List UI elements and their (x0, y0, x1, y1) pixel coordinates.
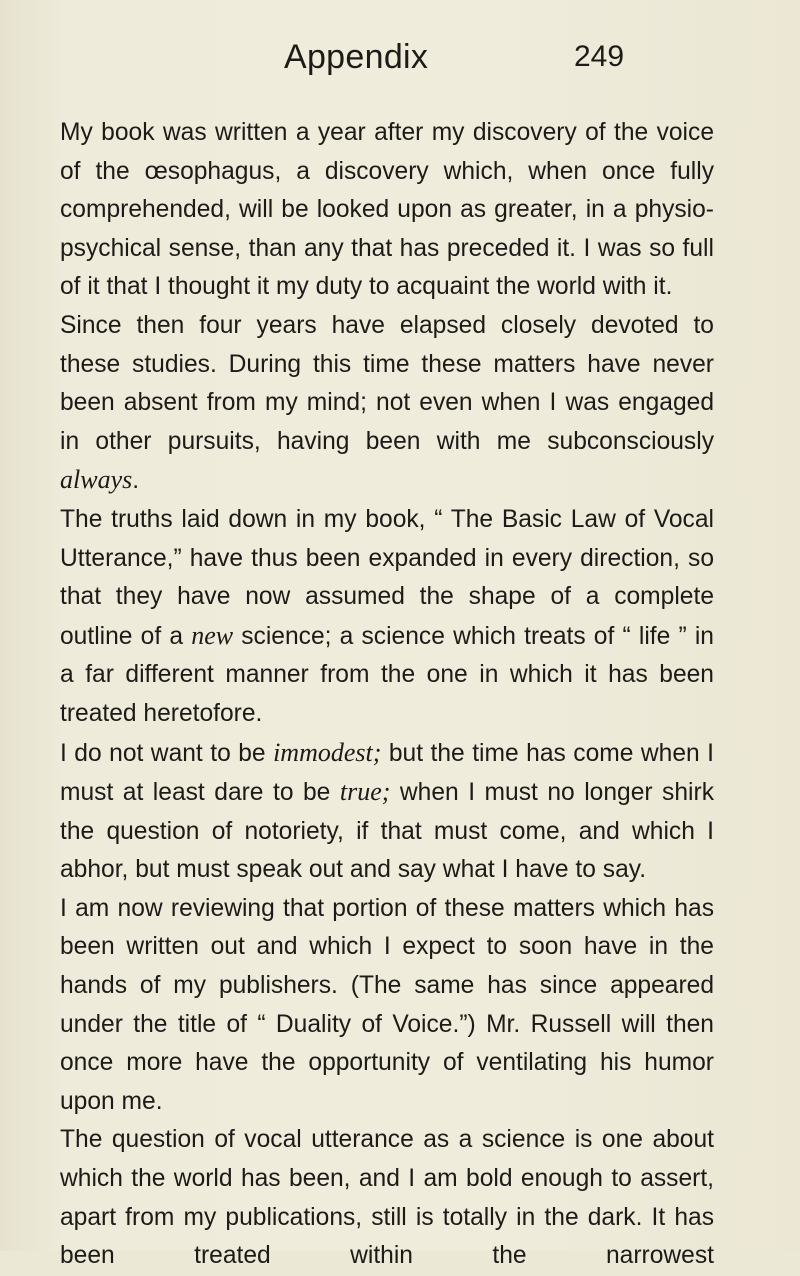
paragraph (60, 501, 714, 734)
paragraph (60, 114, 714, 307)
paragraph (60, 307, 714, 501)
paragraph-text: My book was written a year after my discovery of the voice of the œsophagus, a discovery which, when once fully comprehended, will be looked upon as greater, in a physio-psychical sense, than any that has preceded it. I was so full of it that I thought it my duty to acquaint the world with it. (60, 119, 714, 301)
body-text (60, 114, 714, 1276)
paragraph-text: science; a science which treats of “ life ” in a far different manner from the one in which it has been treated heretofore. (60, 622, 714, 727)
italic-word: always (60, 465, 133, 495)
page-number: 249 (574, 40, 625, 73)
paragraph-text: I do not want to be (60, 739, 274, 767)
running-head (284, 38, 684, 82)
italic-word: true; (339, 777, 391, 807)
paragraph-text: I am now reviewing that portion of these matters which has been written out and which I expect to soon have in the hands of my publishers. (The same has since appeared under the title of “ Duality of Voice.”) Mr. Russell will then once more have the opportunity of ventilating his humor upon me. (60, 894, 714, 1115)
italic-word: new (191, 620, 234, 650)
paragraph-text: when I must no longer shirk the question of notoriety, if that must come, and which I abhor, but must speak out and say what I have to say. (60, 779, 714, 884)
paragraph (60, 890, 714, 1122)
running-head-title: Appendix (284, 38, 429, 76)
paragraph-text: . (132, 467, 140, 495)
paragraph (60, 734, 714, 890)
paragraph-text: The truths laid down in my book, “ The Basic Law of Vocal Utterance,” have thus been expanded in every direction, so that they have now assumed the shape of a complete outline of a (60, 505, 714, 650)
paragraph (60, 1121, 714, 1275)
paragraph-text: The question of vocal utterance as a science is one about which the world has been, and I am bold enough to assert, apart from my publications, still is totally in the dark. It has been treated within the narrowest (60, 1126, 714, 1270)
italic-word: immodest; (273, 737, 382, 767)
paragraph-text: but the time has come when I must at least dare to be (60, 739, 714, 807)
paragraph-text: Since then four years have elapsed closely devoted to these studies. During this time these matters have never been absent from my mind; not even when I was engaged in other pursuits, having been with me subconsciously (60, 311, 714, 455)
